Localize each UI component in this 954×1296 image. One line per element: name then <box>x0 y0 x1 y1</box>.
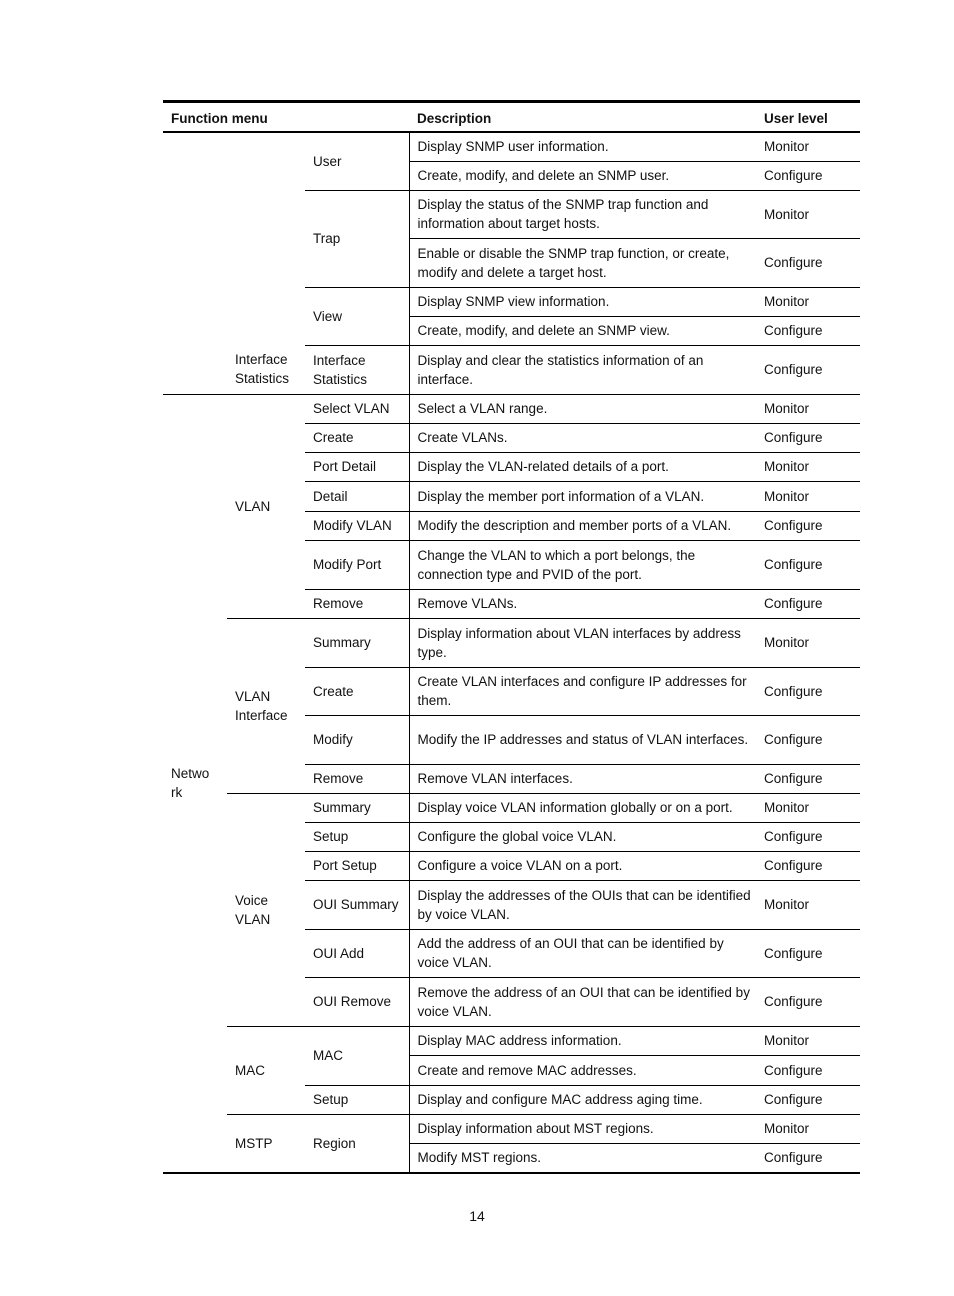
user-level-cell: Configure <box>756 851 860 880</box>
user-level-cell: Configure <box>756 540 860 589</box>
snmp-group-cell <box>227 132 305 345</box>
user-level-cell: Configure <box>756 822 860 851</box>
table-row <box>163 1026 860 1055</box>
user-level-cell: Configure <box>756 238 860 287</box>
item-cell: Remove <box>305 764 409 793</box>
user-level-cell: Monitor <box>756 394 860 423</box>
table-row <box>163 132 860 161</box>
header-user-level: User level <box>764 111 828 126</box>
table-header-row <box>163 102 860 133</box>
item-cell: Modify <box>305 715 409 764</box>
description-cell: Display the VLAN-related details of a port. <box>409 452 756 481</box>
item-cell: Setup <box>305 822 409 851</box>
user-level-cell: Configure <box>756 1055 860 1085</box>
user-level-cell: Configure <box>756 589 860 618</box>
user-level-cell: Monitor <box>756 618 860 667</box>
description-cell: Display the member port information of a VLAN. <box>409 481 756 511</box>
item-cell: Create <box>305 423 409 452</box>
item-mac: MAC <box>305 1026 409 1085</box>
description-cell: Display information about VLAN interfaces by address type. <box>409 618 756 667</box>
description-cell: Modify the description and member ports of a VLAN. <box>409 511 756 540</box>
item-cell: Detail <box>305 481 409 511</box>
item-cell: Port Setup <box>305 851 409 880</box>
user-level-cell: Monitor <box>756 1026 860 1055</box>
user-level-cell: Monitor <box>756 793 860 822</box>
user-level-cell: Monitor <box>756 132 860 161</box>
group-mstp: MSTP <box>235 1135 273 1151</box>
description-cell: Display SNMP view information. <box>409 287 756 316</box>
description-cell: Create and remove MAC addresses. <box>409 1055 756 1085</box>
description-cell: Enable or disable the SNMP trap function, or create, modify and delete a target host. <box>409 238 756 287</box>
table-row <box>163 618 860 667</box>
item-cell: Modify VLAN <box>305 511 409 540</box>
item-cell: Select VLAN <box>305 394 409 423</box>
description-cell: Change the VLAN to which a port belongs, the connection type and PVID of the port. <box>409 540 756 589</box>
group-voice-vlan: Voice VLAN <box>227 793 305 1026</box>
description-cell: Display MAC address information. <box>409 1026 756 1055</box>
description-cell: Create, modify, and delete an SNMP user. <box>409 161 756 190</box>
user-level-cell: Monitor <box>756 481 860 511</box>
group-vlan: VLAN <box>227 394 305 618</box>
user-level-cell: Configure <box>756 929 860 977</box>
group-interface-statistics: Interface Statistics <box>227 345 305 394</box>
description-cell: Modify MST regions. <box>409 1143 756 1173</box>
group-mac: MAC <box>227 1026 305 1114</box>
description-cell: Display SNMP user information. <box>409 132 756 161</box>
item-cell: Summary <box>305 793 409 822</box>
user-level-cell: Monitor <box>756 287 860 316</box>
user-level-cell: Monitor <box>756 880 860 929</box>
user-level-cell: Monitor <box>756 452 860 481</box>
description-cell: Remove VLAN interfaces. <box>409 764 756 793</box>
table-row <box>163 345 860 394</box>
table-row <box>163 1114 860 1143</box>
header-function-menu: Function menu <box>171 111 268 126</box>
description-cell: Display and configure MAC address aging time. <box>409 1085 756 1114</box>
function-menu-top-cell <box>163 132 227 394</box>
user-level-cell: Configure <box>756 423 860 452</box>
description-cell: Display and clear the statistics information of an interface. <box>409 345 756 394</box>
item-cell: Summary <box>305 618 409 667</box>
description-cell: Add the address of an OUI that can be identified by voice VLAN. <box>409 929 756 977</box>
user-level-cell: Configure <box>756 667 860 715</box>
description-cell: Create VLANs. <box>409 423 756 452</box>
item-cell: OUI Remove <box>305 977 409 1026</box>
item-cell: Port Detail <box>305 452 409 481</box>
item-cell: Modify Port <box>305 540 409 589</box>
user-level-cell: Configure <box>756 345 860 394</box>
user-level-cell: Configure <box>756 161 860 190</box>
item-cell: Remove <box>305 589 409 618</box>
user-level-cell: Configure <box>764 1150 823 1166</box>
item-cell: Create <box>305 667 409 715</box>
item-cell: Setup <box>305 1085 409 1114</box>
description-cell: Display the status of the SNMP trap function and information about target hosts. <box>409 190 756 238</box>
page-number: 14 <box>469 1208 485 1224</box>
description-cell: Display the addresses of the OUIs that can be identified by voice VLAN. <box>409 880 756 929</box>
table-row <box>163 394 860 423</box>
table-row <box>163 793 860 822</box>
description-cell: Remove the address of an OUI that can be identified by voice VLAN. <box>409 977 756 1026</box>
description-cell: Modify the IP addresses and status of VLAN interfaces. <box>409 715 756 764</box>
user-level-cell: Configure <box>756 764 860 793</box>
user-level-cell: Configure <box>756 977 860 1026</box>
item-user: User <box>305 132 409 190</box>
header-description: Description <box>417 111 492 126</box>
item-cell: OUI Summary <box>305 880 409 929</box>
description-cell: Select a VLAN range. <box>409 394 756 423</box>
user-level-cell: Configure <box>756 715 860 764</box>
function-menu-table <box>163 100 860 1174</box>
item-interface-statistics: Interface Statistics <box>305 345 409 394</box>
user-level-cell: Configure <box>756 316 860 345</box>
item-cell: OUI Add <box>305 929 409 977</box>
user-level-cell: Configure <box>756 1085 860 1114</box>
description-cell: Remove VLANs. <box>409 589 756 618</box>
group-vlan-interface: VLAN Interface <box>227 618 305 793</box>
item-trap: Trap <box>305 190 409 287</box>
user-level-cell: Monitor <box>756 190 860 238</box>
description-cell: Configure a voice VLAN on a port. <box>409 851 756 880</box>
description-cell: Configure the global voice VLAN. <box>409 822 756 851</box>
description-cell: Create, modify, and delete an SNMP view. <box>409 316 756 345</box>
description-cell: Display voice VLAN information globally or on a port. <box>409 793 756 822</box>
item-view: View <box>305 287 409 345</box>
user-level-cell: Monitor <box>756 1114 860 1143</box>
description-cell: Create VLAN interfaces and configure IP addresses for them. <box>409 667 756 715</box>
description-cell: Display information about MST regions. <box>409 1114 756 1143</box>
group-network: Netwo rk <box>171 766 210 801</box>
user-level-cell: Configure <box>756 511 860 540</box>
item-region: Region <box>313 1135 356 1151</box>
